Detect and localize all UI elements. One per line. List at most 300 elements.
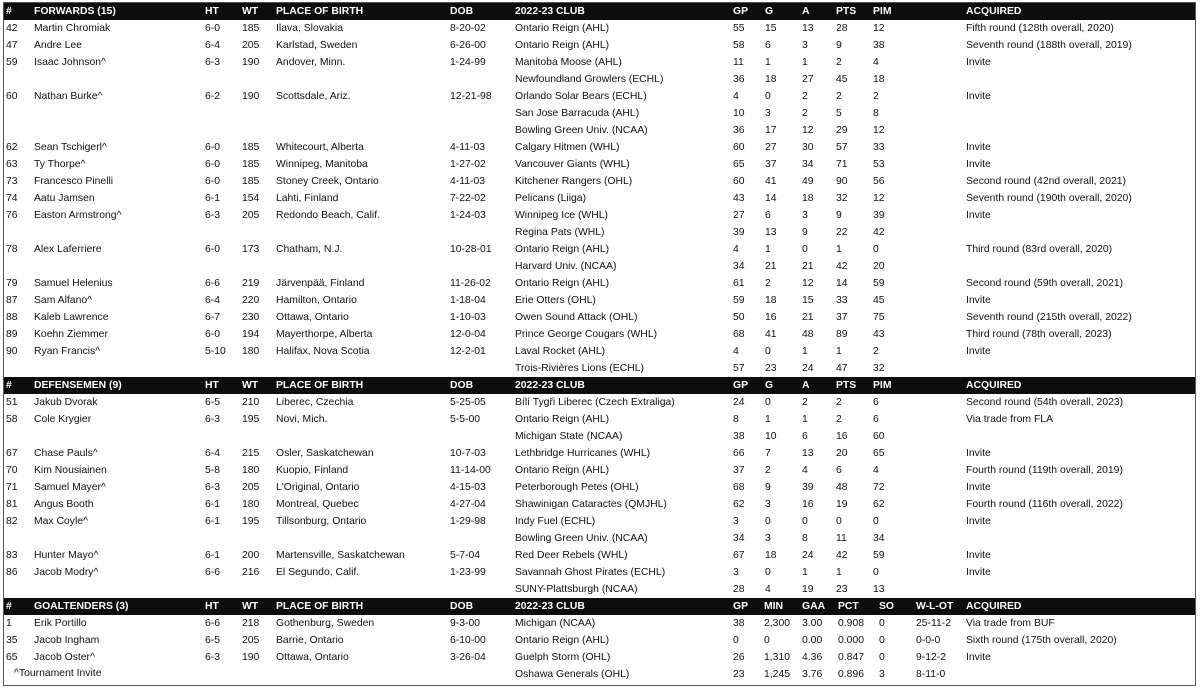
goals-against-average: 4.36 <box>802 652 823 663</box>
header-goals: G <box>765 380 774 391</box>
minutes: 0 <box>764 635 770 646</box>
player-number: 76 <box>6 210 18 221</box>
acquired: Second round (42nd overall, 2021) <box>966 176 1127 187</box>
weight: 185 <box>242 23 260 34</box>
player-number: 59 <box>6 57 18 68</box>
table-row <box>4 343 1195 360</box>
table-row <box>4 649 1195 666</box>
place-of-birth: Ottawa, Ontario <box>276 312 349 323</box>
penalty-minutes: 2 <box>873 346 879 357</box>
place-of-birth: Liberec, Czechia <box>276 397 354 408</box>
place-of-birth: Järvenpää, Finland <box>276 278 365 289</box>
shutouts: 0 <box>879 652 885 663</box>
goals: 41 <box>765 329 777 340</box>
acquired: Via trade from BUF <box>966 618 1055 629</box>
games-played: 38 <box>733 431 745 442</box>
header-player-name: FORWARDS (15) <box>34 6 116 17</box>
acquired: Second round (54th overall, 2023) <box>966 397 1124 408</box>
height: 6-4 <box>205 295 221 306</box>
points: 45 <box>836 74 848 85</box>
height: 6-1 <box>205 550 221 561</box>
assists: 48 <box>802 329 814 340</box>
header-height: HT <box>205 601 219 612</box>
weight: 154 <box>242 193 260 204</box>
player-name: Cole Krygier <box>34 414 92 425</box>
assists: 9 <box>802 227 808 238</box>
club: Laval Rocket (AHL) <box>515 346 606 357</box>
games-played: 36 <box>733 74 745 85</box>
place-of-birth: Scottsdale, Ariz. <box>276 91 351 102</box>
place-of-birth: L'Original, Ontario <box>276 482 360 493</box>
player-number: 65 <box>6 652 18 663</box>
weight: 185 <box>242 142 260 153</box>
height: 6-0 <box>205 244 221 255</box>
header-games-played: GP <box>733 380 749 391</box>
player-name: Isaac Johnson^ <box>34 57 106 68</box>
assists: 2 <box>802 91 808 102</box>
club: Newfoundland Growlers (ECHL) <box>515 74 664 85</box>
assists: 1 <box>802 57 808 68</box>
header-assists: A <box>802 6 810 17</box>
penalty-minutes: 59 <box>873 550 885 561</box>
assists: 30 <box>802 142 814 153</box>
height: 6-3 <box>205 414 221 425</box>
header-weight: WT <box>242 380 259 391</box>
player-number: 70 <box>6 465 18 476</box>
penalty-minutes: 12 <box>873 193 885 204</box>
win-loss-ot: 9-12-2 <box>916 652 947 663</box>
date-of-birth: 1-29-98 <box>450 516 486 527</box>
table-row <box>4 496 1195 513</box>
goals: 27 <box>765 142 777 153</box>
table-row <box>4 258 1195 275</box>
club: Savannah Ghost Pirates (ECHL) <box>515 567 666 578</box>
height: 6-5 <box>205 635 221 646</box>
penalty-minutes: 59 <box>873 278 885 289</box>
club: Michigan State (NCAA) <box>515 431 623 442</box>
goals: 23 <box>765 363 777 374</box>
assists: 8 <box>802 533 808 544</box>
weight: 210 <box>242 397 260 408</box>
games-played: 37 <box>733 465 745 476</box>
weight: 173 <box>242 244 260 255</box>
games-played: 26 <box>733 652 745 663</box>
games-played: 50 <box>733 312 745 323</box>
club: Prince George Cougars (WHL) <box>515 329 658 340</box>
table-row <box>4 37 1195 54</box>
table-row <box>4 275 1195 292</box>
place-of-birth: Kuopio, Finland <box>276 465 349 476</box>
header-height: HT <box>205 6 219 17</box>
header-goals: G <box>765 6 774 17</box>
games-played: 11 <box>733 57 744 68</box>
section-header <box>4 3 1195 20</box>
penalty-minutes: 33 <box>873 142 885 153</box>
player-number: 60 <box>6 91 18 102</box>
date-of-birth: 1-23-99 <box>450 567 486 578</box>
header-player-number: # <box>6 601 12 612</box>
points: 90 <box>836 176 848 187</box>
header-date-of-birth: DOB <box>450 601 474 612</box>
penalty-minutes: 38 <box>873 40 885 51</box>
table-row <box>4 411 1195 428</box>
place-of-birth: Halifax, Nova Scotia <box>276 346 370 357</box>
shutouts: 3 <box>879 669 885 680</box>
games-played: 68 <box>733 482 745 493</box>
win-loss-ot: 0-0-0 <box>916 635 941 646</box>
player-name: Nathan Burke^ <box>34 91 103 102</box>
place-of-birth: Ottawa, Ontario <box>276 652 349 663</box>
assists: 18 <box>802 193 814 204</box>
points: 1 <box>836 567 842 578</box>
height: 6-3 <box>205 482 221 493</box>
player-name: Max Coyle^ <box>34 516 88 527</box>
goals: 18 <box>765 74 777 85</box>
penalty-minutes: 60 <box>873 431 885 442</box>
table-row <box>4 71 1195 88</box>
goals: 0 <box>765 516 771 527</box>
points: 48 <box>836 482 848 493</box>
player-number: 83 <box>6 550 18 561</box>
points: 19 <box>836 499 848 510</box>
player-name: Hunter Mayo^ <box>34 550 99 561</box>
goals-against-average: 3.76 <box>802 669 823 680</box>
assists: 12 <box>802 278 814 289</box>
club: Michigan (NCAA) <box>515 618 596 629</box>
goals: 16 <box>765 312 777 323</box>
player-number: 42 <box>6 23 18 34</box>
club: Calgary Hitmen (WHL) <box>515 142 620 153</box>
points: 29 <box>836 125 848 136</box>
weight: 195 <box>242 516 260 527</box>
date-of-birth: 1-27-02 <box>450 159 486 170</box>
table-row <box>4 88 1195 105</box>
club: Ontario Reign (AHL) <box>515 414 610 425</box>
assists: 3 <box>802 40 808 51</box>
player-name: Jacob Ingham <box>34 635 100 646</box>
place-of-birth: Novi, Mich. <box>276 414 328 425</box>
player-number: 51 <box>6 397 18 408</box>
save-percentage: 0.908 <box>838 618 865 629</box>
weight: 185 <box>242 176 260 187</box>
games-played: 68 <box>733 329 745 340</box>
date-of-birth: 9-3-00 <box>450 618 481 629</box>
acquired: Invite <box>966 295 991 306</box>
penalty-minutes: 4 <box>873 465 879 476</box>
goals: 21 <box>765 261 777 272</box>
goals: 17 <box>765 125 777 136</box>
place-of-birth: Karlstad, Sweden <box>276 40 358 51</box>
club: San Jose Barracuda (AHL) <box>515 108 640 119</box>
date-of-birth: 12-0-04 <box>450 329 486 340</box>
height: 6-1 <box>205 516 221 527</box>
height: 6-4 <box>205 40 221 51</box>
penalty-minutes: 56 <box>873 176 885 187</box>
height: 5-10 <box>205 346 226 357</box>
place-of-birth: El Segundo, Calif. <box>276 567 360 578</box>
penalty-minutes: 42 <box>873 227 885 238</box>
table-row <box>4 547 1195 564</box>
acquired: Seventh round (215th overall, 2022) <box>966 312 1132 323</box>
assists: 12 <box>802 125 814 136</box>
height: 6-3 <box>205 652 221 663</box>
assists: 24 <box>802 363 814 374</box>
assists: 39 <box>802 482 814 493</box>
points: 32 <box>836 193 848 204</box>
games-played: 10 <box>733 108 745 119</box>
height: 6-0 <box>205 329 221 340</box>
player-number: 88 <box>6 312 18 323</box>
goals: 0 <box>765 346 771 357</box>
table-row <box>4 241 1195 258</box>
games-played: 8 <box>733 414 739 425</box>
assists: 24 <box>802 550 814 561</box>
date-of-birth: 12-21-98 <box>450 91 492 102</box>
header-date-of-birth: DOB <box>450 6 474 17</box>
height: 6-0 <box>205 142 221 153</box>
goals: 18 <box>765 550 777 561</box>
player-number: 47 <box>6 40 18 51</box>
weight: 218 <box>242 618 260 629</box>
header-games-played: GP <box>733 6 749 17</box>
games-played: 60 <box>733 176 745 187</box>
penalty-minutes: 39 <box>873 210 885 221</box>
weight: 205 <box>242 482 260 493</box>
goals: 2 <box>765 278 771 289</box>
table-row <box>4 309 1195 326</box>
date-of-birth: 1-18-04 <box>450 295 486 306</box>
player-name: Alex Laferriere <box>34 244 102 255</box>
roster-sheet <box>3 2 1196 686</box>
table-row <box>4 190 1195 207</box>
goals: 6 <box>765 210 771 221</box>
date-of-birth: 4-11-03 <box>450 176 486 187</box>
assists: 27 <box>802 74 814 85</box>
table-row <box>4 564 1195 581</box>
assists: 1 <box>802 567 808 578</box>
table-row <box>4 428 1195 445</box>
club: Winnipeg Ice (WHL) <box>515 210 608 221</box>
weight: 220 <box>242 295 260 306</box>
penalty-minutes: 0 <box>873 516 879 527</box>
header-games-played: GP <box>733 601 749 612</box>
player-number: 90 <box>6 346 18 357</box>
points: 2 <box>836 57 842 68</box>
height: 5-8 <box>205 465 221 476</box>
date-of-birth: 11-26-02 <box>450 278 491 289</box>
table-row <box>4 54 1195 71</box>
games-played: 59 <box>733 295 745 306</box>
points: 28 <box>836 23 848 34</box>
date-of-birth: 5-7-04 <box>450 550 481 561</box>
assists: 15 <box>802 295 814 306</box>
weight: 205 <box>242 635 260 646</box>
goals: 9 <box>765 482 771 493</box>
table-row <box>4 105 1195 122</box>
acquired: Invite <box>966 142 991 153</box>
club: Red Deer Rebels (WHL) <box>515 550 628 561</box>
player-name: Martin Chromiak <box>34 23 111 34</box>
date-of-birth: 6-26-00 <box>450 40 486 51</box>
acquired: Seventh round (188th overall, 2019) <box>966 40 1132 51</box>
table-row <box>4 224 1195 241</box>
points: 2 <box>836 414 842 425</box>
points: 42 <box>836 261 848 272</box>
club: Oshawa Generals (OHL) <box>515 669 630 680</box>
acquired: Invite <box>966 652 991 663</box>
table-row <box>4 462 1195 479</box>
acquired: Invite <box>966 57 991 68</box>
minutes: 2,300 <box>764 618 791 629</box>
games-played: 0 <box>733 635 739 646</box>
points: 14 <box>836 278 848 289</box>
goals: 3 <box>765 108 771 119</box>
acquired: Fourth round (116th overall, 2022) <box>966 499 1123 510</box>
table-row <box>4 615 1195 632</box>
player-number: 58 <box>6 414 18 425</box>
date-of-birth: 6-10-00 <box>450 635 486 646</box>
date-of-birth: 7-22-02 <box>450 193 486 204</box>
assists: 0 <box>802 244 808 255</box>
place-of-birth: Whitecourt, Alberta <box>276 142 364 153</box>
points: 23 <box>836 584 848 595</box>
player-number: 82 <box>6 516 18 527</box>
date-of-birth: 5-5-00 <box>450 414 481 425</box>
goals: 4 <box>765 584 771 595</box>
minutes: 1,310 <box>764 652 791 663</box>
goals: 18 <box>765 295 777 306</box>
header-minutes: MIN <box>764 601 784 612</box>
player-name: Erik Portillo <box>34 618 87 629</box>
club: Ontario Reign (AHL) <box>515 278 610 289</box>
header-date-of-birth: DOB <box>450 380 474 391</box>
points: 57 <box>836 142 848 153</box>
club: Owen Sound Attack (OHL) <box>515 312 638 323</box>
goals: 15 <box>765 23 777 34</box>
penalty-minutes: 6 <box>873 397 879 408</box>
section-header <box>4 598 1195 615</box>
goals: 41 <box>765 176 777 187</box>
table-row <box>4 360 1195 377</box>
acquired: Invite <box>966 550 991 561</box>
table-row <box>4 513 1195 530</box>
points: 71 <box>836 159 848 170</box>
table-row <box>4 292 1195 309</box>
height: 6-1 <box>205 499 221 510</box>
games-played: 3 <box>733 516 739 527</box>
height: 6-0 <box>205 176 221 187</box>
header-player-name: DEFENSEMEN (9) <box>34 380 122 391</box>
assists: 49 <box>802 176 814 187</box>
date-of-birth: 4-15-03 <box>450 482 486 493</box>
goals: 0 <box>765 397 771 408</box>
place-of-birth: Lahti, Finland <box>276 193 339 204</box>
club: SUNY-Plattsburgh (NCAA) <box>515 584 638 595</box>
height: 6-4 <box>205 448 221 459</box>
points: 2 <box>836 397 842 408</box>
table-row <box>4 666 1195 683</box>
goals: 1 <box>765 414 771 425</box>
table-row <box>4 479 1195 496</box>
player-name: Ty Thorpe^ <box>34 159 86 170</box>
height: 6-2 <box>205 91 221 102</box>
games-played: 4 <box>733 91 739 102</box>
date-of-birth: 12-2-01 <box>450 346 486 357</box>
points: 0 <box>836 516 842 527</box>
date-of-birth: 10-7-03 <box>450 448 486 459</box>
place-of-birth: Stoney Creek, Ontario <box>276 176 379 187</box>
header-club: 2022-23 CLUB <box>515 380 585 391</box>
acquired: Invite <box>966 91 991 102</box>
player-name: Easton Armstrong^ <box>34 210 122 221</box>
table-row <box>4 394 1195 411</box>
goals: 0 <box>765 91 771 102</box>
penalty-minutes: 65 <box>873 448 885 459</box>
date-of-birth: 4-27-04 <box>450 499 486 510</box>
place-of-birth: Winnipeg, Manitoba <box>276 159 368 170</box>
games-played: 34 <box>733 261 745 272</box>
place-of-birth: Barrie, Ontario <box>276 635 344 646</box>
games-played: 23 <box>733 669 745 680</box>
player-name: Chase Pauls^ <box>34 448 98 459</box>
height: 6-0 <box>205 159 221 170</box>
acquired: Second round (59th overall, 2021) <box>966 278 1124 289</box>
player-number: 89 <box>6 329 18 340</box>
header-weight: WT <box>242 601 259 612</box>
shutouts: 0 <box>879 635 885 646</box>
penalty-minutes: 13 <box>873 584 885 595</box>
points: 22 <box>836 227 848 238</box>
points: 20 <box>836 448 848 459</box>
table-row <box>4 581 1195 598</box>
penalty-minutes: 8 <box>873 108 879 119</box>
header-player-number: # <box>6 380 12 391</box>
goals: 1 <box>765 57 771 68</box>
player-number: 86 <box>6 567 18 578</box>
assists: 2 <box>802 108 808 119</box>
table-row <box>4 173 1195 190</box>
player-name: Jacob Modry^ <box>34 567 99 578</box>
games-played: 27 <box>733 210 745 221</box>
weight: 205 <box>242 210 260 221</box>
assists: 21 <box>802 261 814 272</box>
player-number: 63 <box>6 159 18 170</box>
assists: 13 <box>802 23 814 34</box>
games-played: 61 <box>733 278 745 289</box>
acquired: Sixth round (175th overall, 2020) <box>966 635 1117 646</box>
penalty-minutes: 34 <box>873 533 885 544</box>
height: 6-3 <box>205 210 221 221</box>
weight: 180 <box>242 499 260 510</box>
points: 33 <box>836 295 848 306</box>
height: 6-5 <box>205 397 221 408</box>
save-percentage: 0.896 <box>838 669 865 680</box>
acquired: Invite <box>966 516 991 527</box>
player-number: 87 <box>6 295 18 306</box>
goals-against-average: 0.00 <box>802 635 823 646</box>
weight: 180 <box>242 465 260 476</box>
games-played: 39 <box>733 227 745 238</box>
club: Ontario Reign (AHL) <box>515 40 610 51</box>
weight: 200 <box>242 550 260 561</box>
player-name: Aatu Jamsen <box>34 193 95 204</box>
player-name: Jakub Dvorak <box>34 397 98 408</box>
date-of-birth: 1-10-03 <box>450 312 486 323</box>
header-points: PTS <box>836 380 857 391</box>
goals: 10 <box>765 431 777 442</box>
table-row <box>4 326 1195 343</box>
points: 47 <box>836 363 848 374</box>
